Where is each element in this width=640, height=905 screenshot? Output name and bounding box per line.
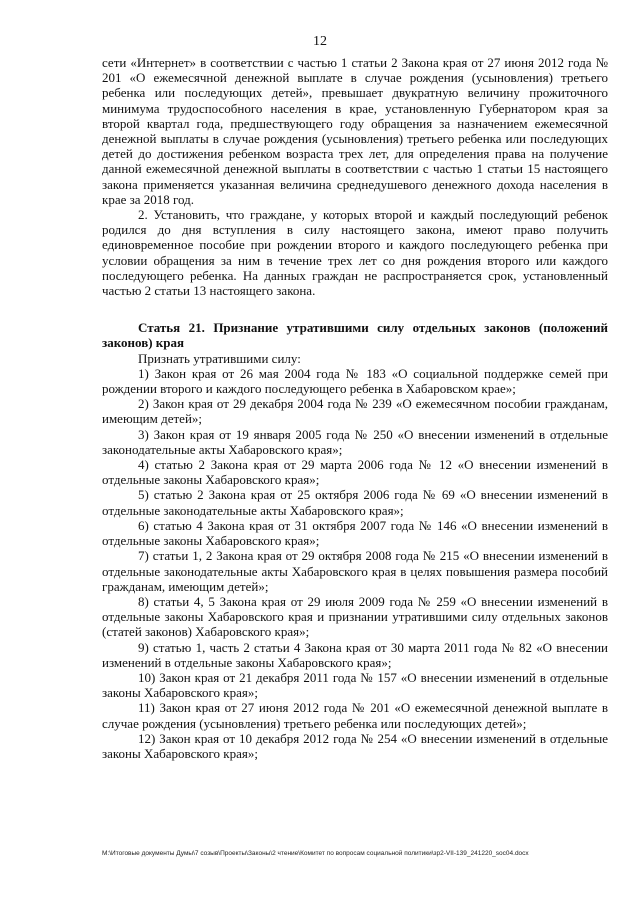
- list-item: 10) Закон края от 21 декабря 2011 года № 157 «О внесении изменений в отдельные законы Хабаровского края»;: [102, 669, 608, 701]
- paragraph-item-2: 2. Установить, что граждане, у которых второй и каждый последующий ребенок родился до дня вступления в силу настоящего закона, имеют право получить единовременное пособие при рождении второго и каждого последующего ребенка при условии обращения за ним в течение трех лет со дня рождения второго или каждого последующего ребенка. На данных граждан не распространяется срок, установленный частью 2 статьи 13 настоящего закона.: [102, 207, 608, 299]
- paragraph-continuation: сети «Интернет» в соответствии с частью 1 статьи 2 Закона края от 27 июня 2012 года № 201 «О ежемесячной денежной выплате в случае рождения (усыновления) третьего ребенка или последующих детей», превышает двукратную величину прожиточного минимума трудоспособного населения в крае, установленную Губернатором края за второй квартал года, предшествующего году обращения за назначением ежемесячной денежной выплаты в случае рождения (усыновления) третьего ребенка или последующих детей до достижения ребенком возраста трех лет, для определения права на получение данной ежемесячной денежной выплаты в соответствии с частью 1 статьи 15 настоящего закона применяется указанная величина среднедушевого денежного дохода населения в крае за 2018 год.: [102, 55, 608, 207]
- list-item: 5) статью 2 Закона края от 25 октября 2006 года № 69 «О внесении изменений в отдельные законодательные акты Хабаровского края»;: [102, 487, 608, 518]
- list-item: 3) Закон края от 19 января 2005 года № 250 «О внесении изменений в отдельные законодательные акты Хабаровского края»;: [102, 426, 608, 457]
- list-item: 1) Закон края от 26 мая 2004 года № 183 «О социальной поддержке семей при рождении второго и каждого последующего ребенка в Хабаровском крае»;: [102, 365, 608, 397]
- section-spacer: [102, 298, 608, 320]
- list-item: 4) статью 2 Закона края от 29 марта 2006 года № 12 «О внесении изменений в отдельные законы Хабаровского края»;: [102, 457, 608, 488]
- list-item: 8) статьи 4, 5 Закона края от 29 июля 2009 года № 259 «О внесении изменений в отдельные законы Хабаровского края и признании утратившими силу отдельных законов (статей законов) Хабаровского края»;: [102, 593, 608, 640]
- list-item: 6) статью 4 Закона края от 31 октября 2007 года № 146 «О внесении изменений в отдельные законы Хабаровского края»;: [102, 517, 608, 549]
- list-item: 7) статьи 1, 2 Закона края от 29 октября 2008 года № 215 «О внесении изменений в отдельные законодательные акты Хабаровского края в целях повышения размера пособий гражданам, имеющим детей»;: [102, 548, 608, 594]
- document-body: [102, 55, 608, 761]
- list-item: 11) Закон края от 27 июня 2012 года № 201 «О ежемесячной денежной выплате в случае рождения (усыновления) третьего ребенка или последующих детей»;: [102, 700, 608, 731]
- list-item: 9) статью 1, часть 2 статьи 4 Закона края от 30 марта 2011 года № 82 «О внесении изменений в отдельные законы Хабаровского края»;: [102, 639, 608, 670]
- list-item: 12) Закон края от 10 декабря 2012 года № 254 «О внесении изменений в отдельные законы Хабаровского края»;: [102, 730, 608, 761]
- footer-file-path: M:\Итоговые документы Думы\7 созыв\Проекты\Законы\2 чтение\Комитет по вопросам социальной политики\зр2-VII-139_241220_soc04.docx: [102, 850, 529, 857]
- list-item: 2) Закон края от 29 декабря 2004 года № 239 «О ежемесячном пособии гражданам, имеющим детей»;: [102, 396, 608, 427]
- page-number: 12: [313, 34, 327, 49]
- article-title: Статья 21. Признание утратившими силу отдельных законов (положений законов) края: [102, 320, 608, 351]
- article-intro: Признать утратившими силу:: [138, 350, 301, 366]
